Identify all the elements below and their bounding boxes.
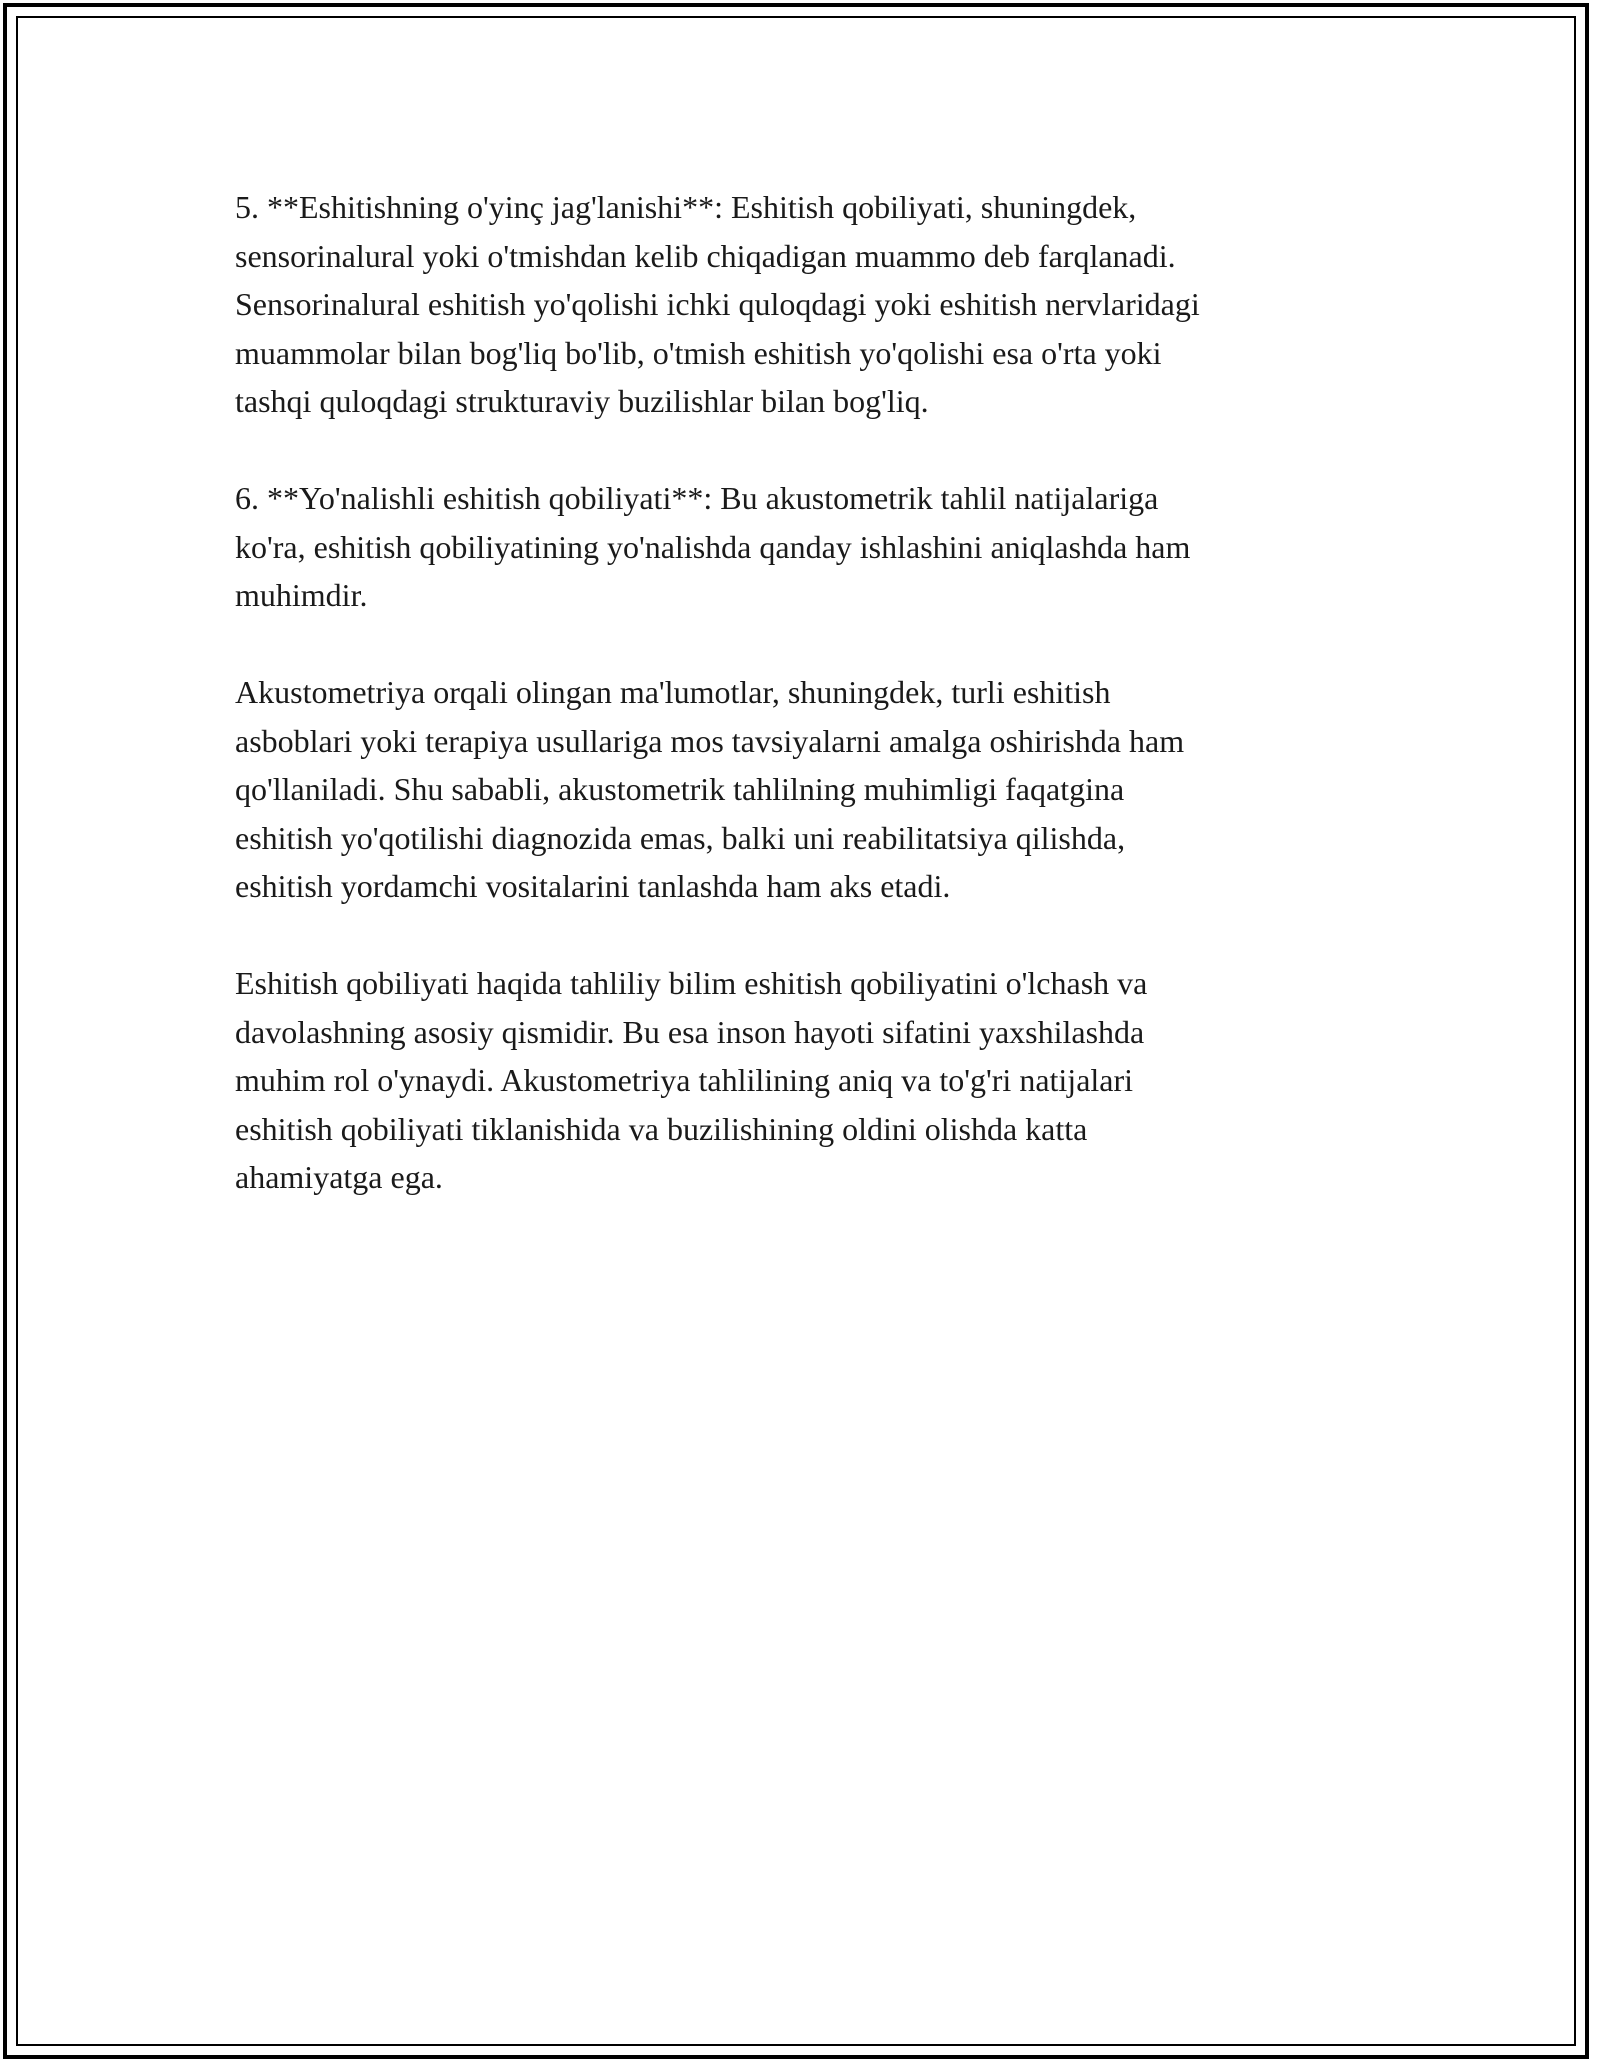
- paragraph-directional-hearing: [235, 474, 1375, 620]
- text-line: sensorinalural yoki o'tmishdan kelib chiqadigan muammo deb farqlanadi.: [235, 237, 1176, 274]
- text-line: qo'llaniladi. Shu sababli, akustometrik tahlilning muhimligi faqatgina: [235, 771, 1125, 807]
- text-line: ahamiyatga ega.: [235, 1159, 443, 1195]
- text-line: muhimdir.: [235, 577, 368, 613]
- text-line: davolashning asosiy qismidir. Bu esa inson hayoti sifatini yaxshilashda: [235, 1013, 1145, 1050]
- text-line: 5. **Eshitishning o'yinç jag'lanishi**: Eshitish qobiliyati, shuningdek,: [235, 189, 1137, 225]
- paragraph-hearing-loss-types: [235, 183, 1375, 426]
- text-line: Sensorinalural eshitish yo'qolishi ichki quloqdagi yoki eshitish nervlaridagi: [235, 286, 1200, 322]
- text-line: eshitish yo'qotilishi diagnozida emas, balki uni reabilitatsiya qilishda,: [235, 819, 1126, 856]
- document-body: [235, 183, 1375, 1250]
- text-line: tashqi quloqdagi strukturaviy buzilishlar bilan bog'liq.: [235, 383, 929, 419]
- text-line: ko'ra, eshitish qobiliyatining yo'nalishda qanday ishlashini aniqlashda ham: [235, 528, 1191, 565]
- text-line: 6. **Yo'nalishli eshitish qobiliyati**: Bu akustometrik tahlil natijalariga: [235, 480, 1159, 516]
- text-line: eshitish qobiliyati tiklanishida va buzilishining oldini olishda katta: [235, 1110, 1088, 1147]
- text-line: Eshitish qobiliyati haqida tahliliy bilim eshitish qobiliyatini o'lchash va: [235, 965, 1148, 1001]
- paragraph-conclusion: [235, 959, 1375, 1202]
- text-line: asboblari yoki terapiya usullariga mos tavsiyalarni amalga oshirishda ham: [235, 722, 1185, 759]
- text-line: muhim rol o'ynaydi. Akustometriya tahlilining aniq va to'g'ri natijalari: [235, 1062, 1134, 1098]
- text-line: muammolar bilan bog'liq bo'lib, o'tmish eshitish yo'qolishi esa o'rta yoki: [235, 334, 1162, 371]
- text-line: eshitish yordamchi vositalarini tanlashda ham aks etadi.: [235, 868, 951, 904]
- paragraph-acoustometry-data: [235, 668, 1375, 911]
- text-line: Akustometriya orqali olingan ma'lumotlar, shuningdek, turli eshitish: [235, 674, 1111, 710]
